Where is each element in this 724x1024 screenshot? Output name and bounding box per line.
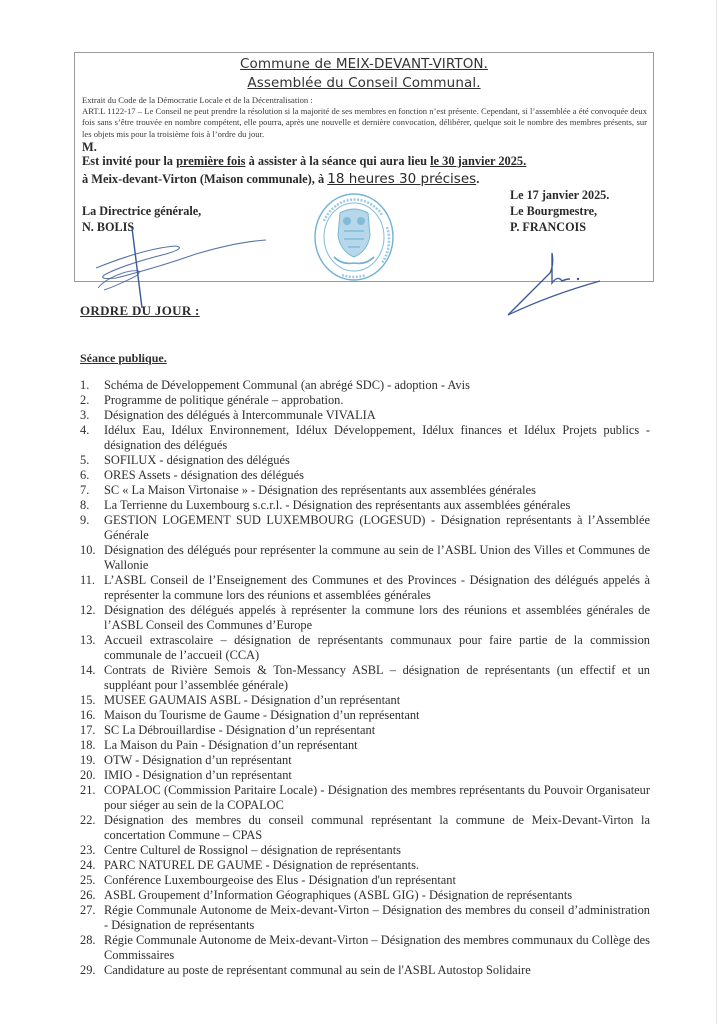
agenda-item: 10. Désignation des délégués pour représenter la commune au sein de l’ASBL Union des Villes et Communes de Wallonie (80, 543, 650, 572)
agenda-item: 9. GESTION LOGEMENT SUD LUXEMBOURG (LOGESUD) - Désignation représentants à l’Assemblée Générale (80, 513, 650, 542)
invite-emphasis: première fois (176, 154, 246, 168)
agenda-item: 26. ASBL Groupement d’Information Géographiques (ASBL GIG) - Désignation de représentants (80, 888, 573, 902)
invite-prefix: Est invité pour la (82, 154, 177, 168)
page-edge (716, 0, 717, 1024)
invitation-line (82, 154, 526, 169)
agenda-item: 13. Accueil extrascolaire – désignation de représentants communaux pour faire partie de la commission communale de l’accueil (CCA) (80, 633, 650, 662)
agenda-item: 6. ORES Assets - désignation des délégués (80, 468, 304, 482)
agenda-item: 16. Maison du Tourisme de Gaume - Désignation d’un représentant (80, 708, 420, 722)
agenda-item: 23. Centre Culturel de Rossignol – désignation de représentants (80, 843, 401, 857)
directrice-signature-icon (86, 228, 276, 308)
assembly-subtitle: Assemblée du Conseil Communal. (247, 75, 481, 91)
signatory-left-name: N. BOLIS (82, 220, 135, 234)
agenda-item: 22. Désignation des membres du conseil communal représentant la commune de Meix-Devant-Virton la concertation Commune – CPAS (80, 813, 650, 842)
invite-middle: à assister à la séance qui aura lieu (245, 154, 431, 168)
meeting-time: 18 heures 30 précises (327, 171, 477, 187)
place-prefix: à Meix-devant-Virton (Maison communale), à (82, 172, 328, 186)
signatory-left-role: La Directrice générale, (82, 204, 202, 218)
agenda-item: 27. Régie Communale Autonome de Meix-devant-Virton – Désignation des membres du conseil d’administration - Désignation de représentants (80, 903, 650, 932)
agenda-item: 29. Candidature au poste de représentant communal au sein de l'ASBL Autostop Solidaire (80, 963, 531, 977)
agenda-item: 5. SOFILUX - désignation des délégués (80, 453, 290, 467)
agenda-item: 15. MUSEE GAUMAIS ASBL - Désignation d’un représentant (80, 693, 401, 707)
commune-title: Commune de MEIX-DEVANT-VIRTON. (239, 56, 489, 72)
salutation: M. (82, 140, 97, 154)
agenda-item: 12. Désignation des délégués appelés à représenter la commune lors des réunions et assemblées générales de l’ASBL Conseil des Communes d’Europe (80, 603, 650, 632)
agenda-item: 17. SC La Débrouillardise - Désignation d’un représentant (80, 723, 376, 737)
signatory-right-name: P. FRANCOIS (510, 220, 587, 234)
agenda-item: 25. Conférence Luxembourgeoise des Elus - Désignation d'un représentant (80, 873, 456, 887)
agenda-item: 21. COPALOC (Commission Paritaire Locale) - Désignation des membres représentants du Pouvoir Organisateur pour siéger au sein de la COPALOC (80, 783, 650, 812)
agenda-item: 19. OTW - Désignation d’un représentant (80, 753, 292, 767)
agenda-item: 8. La Terrienne du Luxembourg s.c.r.l. - Désignation des représentants aux assemblées générales (80, 498, 571, 512)
commune-seal-stamp-icon (312, 191, 396, 283)
public-session-heading: Séance publique. (80, 351, 167, 365)
legal-heading: Extrait du Code de la Démocratie Locale et de la Décentralisation : (82, 95, 313, 105)
place-suffix: . (476, 172, 480, 186)
signatory-right-role: Le Bourgmestre, (510, 204, 598, 218)
agenda-item: 18. La Maison du Pain - Désignation d’un représentant (80, 738, 358, 752)
agenda-item: 20. IMIO - Désignation d’un représentant (80, 768, 292, 782)
signatory-right (510, 187, 609, 235)
agenda-item: 11. L’ASBL Conseil de l’Enseignement des Communes et des Provinces - Désignation des délégués appelés à représenter la commune lors des réunions et assemblées générales (80, 573, 650, 602)
meeting-place-line (82, 171, 479, 187)
agenda-item: 1. Schéma de Développement Communal (an abrégé SDC) - adoption - Avis (80, 378, 470, 392)
letter-date: Le 17 janvier 2025. (510, 188, 610, 202)
agenda-item: 3. Désignation des délégués à Intercommunale VIVALIA (80, 408, 376, 422)
bourgmestre-signature-icon (500, 245, 610, 320)
agenda-item: 4. Idélux Eau, Idélux Environnement, Idélux Développement, Idélux finances et Idélux Projets publics - désignation des délégués (80, 423, 650, 452)
agenda-item: 28. Régie Communale Autonome de Meix-devant-Virton – Désignation des membres communaux du Collège des Commissaires (80, 933, 650, 962)
agenda-list (80, 378, 650, 978)
agenda-item: 7. SC « La Maison Virtonaise » - Désignation des représentants aux assemblées générales (80, 483, 536, 497)
agenda-item: 14. Contrats de Rivière Semois & Ton-Messancy ASBL – désignation de représentants (un effectif et un suppléant pour l’assemblée générale) (80, 663, 650, 692)
legal-article-text: ART.L 1122-17 – Le Conseil ne peut prendre la résolution si la majorité de ses membres en fonction n’est présente. Cependant, si l’assemblée a été convoquée deux fois sans s’être trouvée en nombre compétent, elle pourra, après une nouvelle et dernière convocation, délibérer, quelque soit le nombre des membres présents, sur les objets mis pour la troisième fois à l’ordre du jour. (82, 106, 647, 139)
agenda-item: 24. PARC NATUREL DE GAUME - Désignation de représentants. (80, 858, 420, 872)
meeting-date: le 30 janvier 2025. (430, 154, 527, 168)
agenda-item: 2. Programme de politique générale – approbation. (80, 393, 344, 407)
agenda-heading: ORDRE DU JOUR : (80, 303, 200, 318)
